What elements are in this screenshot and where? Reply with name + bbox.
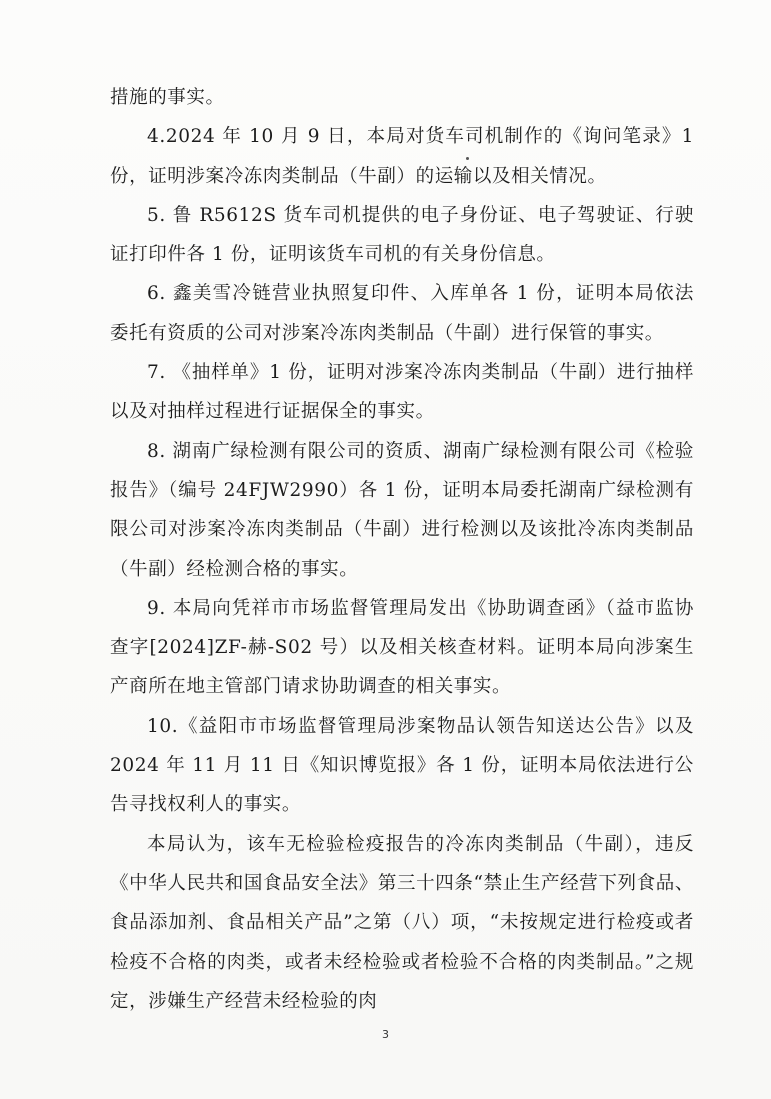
paragraph-6: 9. 本局向凭祥市市场监督管理局发出《协助调查函》（益市监协查字[2024]ZF-赫-S02 号）以及相关核查材料。证明本局向涉案生产商所在地主管部门请求协助调查的相关事实。 xyxy=(110,597,694,698)
paragraph-8: 本局认为，该车无检验检疫报告的冷冻肉类制品（牛副），违反《中华人民共和国食品安全法》第三十四条“禁止生产经营下列食品、食品添加剂、食品相关产品”之第（八）项，“未按规定进行检疫或者检疫不合格的肉类，或者未经检验或者检验不合格的肉类制品。”之规定，涉嫌生产经营未经检验的肉 xyxy=(110,833,694,1012)
paragraph-7: 10.《益阳市市场监督管理局涉案物品认领告知送达公告》以及 2024 年 11 月 11 日《知识博览报》各 1 份，证明本局依法进行公告寻找权利人的事实。 xyxy=(110,715,694,816)
paragraph-5: 8. 湖南广绿检测有限公司的资质、湖南广绿检测有限公司《检验报告》（编号 24FJW2990）各 1 份，证明本局委托湖南广绿检测有限公司对涉案冷冻肉类制品（牛副）进行检测以及该批冷冻肉类制品（牛副）经检测合格的事实。 xyxy=(110,440,694,580)
paragraph-2: 5. 鲁 R5612S 货车司机提供的电子身份证、电子驾驶证、行驶证打印件各 1 份，证明该货车司机的有关身份信息。 xyxy=(110,204,694,266)
page-number: 3 xyxy=(382,1028,389,1041)
paragraph-4: 7. 《抽样单》1 份，证明对涉案冷冻肉类制品（牛副）进行抽样以及对抽样过程进行证据保全的事实。 xyxy=(110,362,694,423)
document-body xyxy=(110,78,694,1021)
paragraph-3: 6. 鑫美雪冷链营业执照复印件、入库单各 1 份，证明本局依法委托有资质的公司对涉案冷冻肉类制品（牛副）进行保管的事实。 xyxy=(110,283,694,344)
paragraph-1: 4.2024 年 10 月 9 日，本局对货车司机制作的《询问笔录》1 份，证明涉案冷冻肉类制品（牛副）的运输以及相关情况。 xyxy=(110,126,694,187)
paragraph-0: 措施的事实。 xyxy=(110,87,225,108)
